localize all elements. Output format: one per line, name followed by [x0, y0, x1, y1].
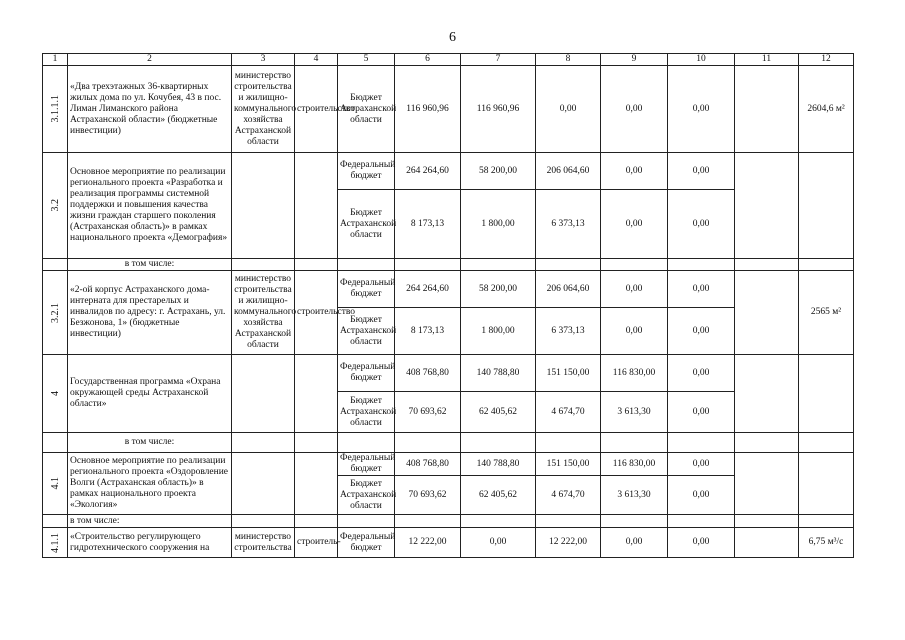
header-row	[43, 54, 854, 66]
value-cell: 6 373,13	[536, 308, 601, 355]
value-cell: 12 222,00	[395, 528, 461, 558]
value-cell: 264 264,60	[395, 271, 461, 308]
responsible-org: министерство строительства и жилищно-коммунального хозяйства Астраханской области	[232, 271, 295, 355]
value-cell: 70 693,62	[395, 392, 461, 433]
row-number-cell	[43, 453, 68, 515]
value-cell: 0,00	[601, 308, 668, 355]
empty-cell	[461, 259, 536, 271]
empty-cell	[536, 259, 601, 271]
col-header: 3	[232, 54, 295, 66]
value-cell: 6 373,13	[536, 190, 601, 259]
col-header: 5	[338, 54, 395, 66]
program-table	[42, 53, 854, 558]
empty-cell	[395, 259, 461, 271]
value-cell: 116 960,96	[461, 66, 536, 153]
empty-cell	[395, 433, 461, 453]
empty-cell	[735, 515, 799, 528]
value-cell: 0,00	[601, 528, 668, 558]
value-cell	[735, 153, 799, 259]
value-cell: 0,00	[668, 476, 735, 515]
table-row	[43, 271, 854, 308]
responsible-org	[232, 355, 295, 433]
value-cell: 0,00	[601, 153, 668, 190]
responsible-org	[232, 453, 295, 515]
value-cell: 62 405,62	[461, 392, 536, 433]
value-cell	[735, 453, 799, 515]
work-type: строитель-	[295, 528, 338, 558]
row-number-cell	[43, 153, 68, 259]
value-cell: 0,00	[601, 66, 668, 153]
table-row	[43, 259, 854, 271]
col-header: 10	[668, 54, 735, 66]
value-cell: 151 150,00	[536, 355, 601, 392]
value-cell: 408 768,80	[395, 355, 461, 392]
empty-cell	[735, 433, 799, 453]
value-cell: 0,00	[668, 453, 735, 476]
empty-cell	[799, 259, 854, 271]
measure-name: «2-ой корпус Астраханского дома-интерната для престарелых и инвалидов по адресу: г. Астрахань, ул. Безжонова, 1» (бюджетные инвестиции)	[68, 271, 232, 355]
responsible-org	[232, 153, 295, 259]
col-header: 2	[68, 54, 232, 66]
indicator-cell	[799, 355, 854, 433]
value-cell: 0,00	[668, 528, 735, 558]
responsible-org: министерство строительства и жилищно-коммунального хозяйства Астраханской области	[232, 66, 295, 153]
empty-cell	[461, 515, 536, 528]
funding-source: Бюджет Астраханской области	[338, 190, 395, 259]
row-number-cell	[43, 271, 68, 355]
value-cell	[735, 528, 799, 558]
funding-source: Бюджет Астраханской области	[338, 66, 395, 153]
measure-name: «Строительство регулирующего гидротехнического сооружения на	[68, 528, 232, 558]
value-cell: 3 613,30	[601, 476, 668, 515]
funding-source: Федеральный бюджет	[338, 355, 395, 392]
empty-cell	[668, 259, 735, 271]
table-row	[43, 515, 854, 528]
empty-cell	[338, 259, 395, 271]
value-cell: 1 800,00	[461, 190, 536, 259]
measure-name: Основное мероприятие по реализации регионального проекта «Разработка и реализация программы системной поддержки и повышения качества жизни граждан старшего поколения (Астраханская область)» в рамках национального проекта «Демография»	[68, 153, 232, 259]
value-cell: 206 064,60	[536, 153, 601, 190]
table-row	[43, 433, 854, 453]
row-number: 4.1	[49, 477, 61, 490]
page-number: 6	[449, 30, 456, 45]
value-cell: 206 064,60	[536, 271, 601, 308]
work-type: строительство	[295, 271, 338, 355]
indicator-cell: 6,75 м³/с	[799, 528, 854, 558]
funding-source: Бюджет Астраханской области	[338, 308, 395, 355]
indicator-cell	[799, 453, 854, 515]
including-label: в том числе:	[68, 515, 232, 528]
empty-cell	[395, 515, 461, 528]
row-number: 4.1.1	[49, 532, 61, 553]
col-header: 7	[461, 54, 536, 66]
measure-name: Государственная программа «Охрана окружающей среды Астраханской области»	[68, 355, 232, 433]
empty-cell	[601, 259, 668, 271]
value-cell: 12 222,00	[536, 528, 601, 558]
value-cell: 151 150,00	[536, 453, 601, 476]
indicator-cell: 2565 м²	[799, 271, 854, 355]
indicator-cell: 2604,6 м²	[799, 66, 854, 153]
value-cell: 0,00	[601, 271, 668, 308]
value-cell: 1 800,00	[461, 308, 536, 355]
value-cell: 62 405,62	[461, 476, 536, 515]
row-number-cell	[43, 433, 68, 453]
value-cell: 116 960,96	[395, 66, 461, 153]
empty-cell	[461, 433, 536, 453]
empty-cell	[295, 515, 338, 528]
empty-cell	[338, 515, 395, 528]
indicator-cell	[799, 153, 854, 259]
table-row	[43, 528, 854, 558]
table-row	[43, 453, 854, 476]
empty-cell	[536, 515, 601, 528]
value-cell	[735, 355, 799, 433]
value-cell: 58 200,00	[461, 153, 536, 190]
work-type	[295, 153, 338, 259]
value-cell: 116 830,00	[601, 453, 668, 476]
funding-source: Федеральный бюджет	[338, 453, 395, 476]
value-cell: 70 693,62	[395, 476, 461, 515]
value-cell: 0,00	[668, 355, 735, 392]
row-number-cell	[43, 259, 68, 271]
including-label: в том числе:	[68, 259, 232, 271]
value-cell: 8 173,13	[395, 308, 461, 355]
value-cell: 4 674,70	[536, 392, 601, 433]
table-row	[43, 153, 854, 190]
funding-source: Федеральный бюджет	[338, 153, 395, 190]
funding-source: Бюджет Астраханской области	[338, 476, 395, 515]
empty-cell	[601, 433, 668, 453]
empty-cell	[799, 515, 854, 528]
value-cell: 58 200,00	[461, 271, 536, 308]
value-cell: 0,00	[536, 66, 601, 153]
funding-source: Федеральный бюджет	[338, 271, 395, 308]
row-number: 3.1.1.1	[49, 95, 61, 123]
col-header: 4	[295, 54, 338, 66]
value-cell: 0,00	[668, 308, 735, 355]
table-row	[43, 355, 854, 392]
row-number-cell	[43, 515, 68, 528]
col-header: 8	[536, 54, 601, 66]
empty-cell	[799, 433, 854, 453]
empty-cell	[338, 433, 395, 453]
value-cell: 0,00	[668, 271, 735, 308]
value-cell: 0,00	[668, 153, 735, 190]
row-number: 3.2.1	[49, 302, 61, 323]
empty-cell	[735, 259, 799, 271]
value-cell: 0,00	[461, 528, 536, 558]
value-cell: 116 830,00	[601, 355, 668, 392]
value-cell	[735, 66, 799, 153]
funding-source: Федеральный бюджет	[338, 528, 395, 558]
value-cell: 0,00	[601, 190, 668, 259]
empty-cell	[295, 433, 338, 453]
row-number-cell	[43, 355, 68, 433]
col-header: 6	[395, 54, 461, 66]
value-cell: 4 674,70	[536, 476, 601, 515]
work-type: строительство	[295, 66, 338, 153]
row-number: 3.2	[49, 199, 61, 212]
responsible-org: министерство строительства	[232, 528, 295, 558]
including-label: в том числе:	[68, 433, 232, 453]
funding-source: Бюджет Астраханской области	[338, 392, 395, 433]
value-cell: 140 788,80	[461, 355, 536, 392]
value-cell: 0,00	[668, 190, 735, 259]
col-header: 1	[43, 54, 68, 66]
value-cell: 3 613,30	[601, 392, 668, 433]
empty-cell	[232, 433, 295, 453]
empty-cell	[295, 259, 338, 271]
col-header: 12	[799, 54, 854, 66]
row-number: 4	[49, 391, 61, 396]
work-type	[295, 355, 338, 433]
empty-cell	[232, 515, 295, 528]
row-number-cell	[43, 528, 68, 558]
measure-name: «Два трехэтажных 36-квартирных жилых дома по ул. Кочубея, 43 в пос. Лиман Лиманского района Астраханской области» (бюджетные инвестиции)	[68, 66, 232, 153]
value-cell: 0,00	[668, 66, 735, 153]
work-type	[295, 453, 338, 515]
empty-cell	[668, 433, 735, 453]
col-header: 11	[735, 54, 799, 66]
empty-cell	[601, 515, 668, 528]
value-cell: 264 264,60	[395, 153, 461, 190]
col-header: 9	[601, 54, 668, 66]
empty-cell	[232, 259, 295, 271]
value-cell: 8 173,13	[395, 190, 461, 259]
table-row	[43, 66, 854, 153]
row-number-cell	[43, 66, 68, 153]
empty-cell	[668, 515, 735, 528]
value-cell	[735, 271, 799, 355]
value-cell: 408 768,80	[395, 453, 461, 476]
value-cell: 140 788,80	[461, 453, 536, 476]
value-cell: 0,00	[668, 392, 735, 433]
measure-name: Основное мероприятие по реализации регионального проекта «Оздоровление Волги (Астраханская область)» в рамках национального проекта «Экология»	[68, 453, 232, 515]
empty-cell	[536, 433, 601, 453]
